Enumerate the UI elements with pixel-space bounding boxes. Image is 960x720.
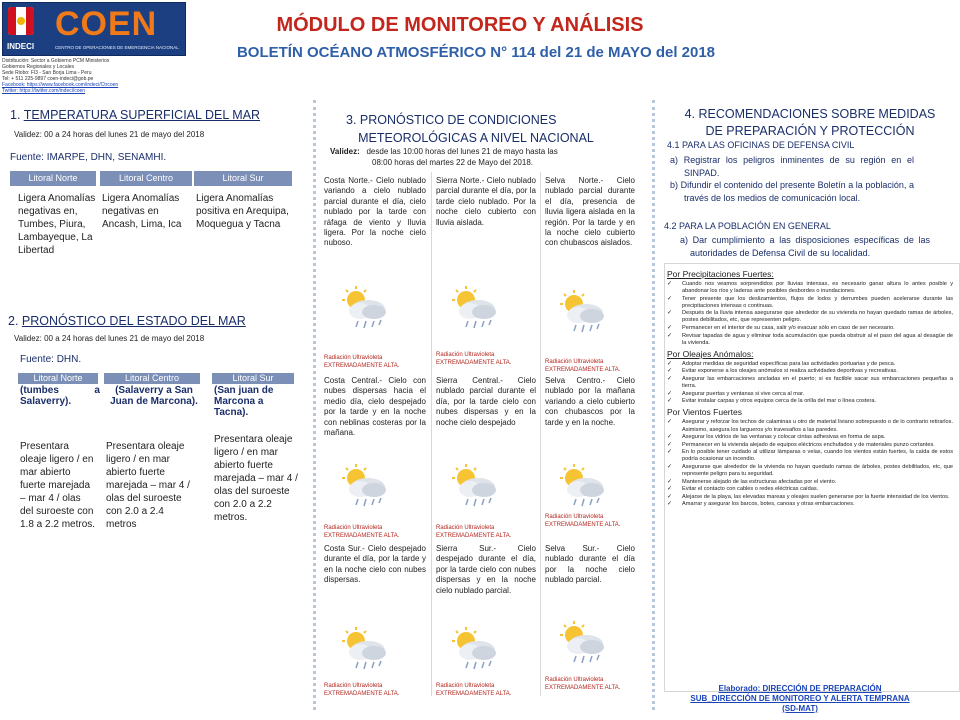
recommendation-text: Tener presente que los deslizamientos, flujos de lodos y derrumbes pueden acelerarse durante las precipitaciones intensas o continuas. (682, 295, 953, 309)
recommendation-item (667, 419, 953, 433)
recommendation-item (667, 486, 953, 493)
sea-zone-header-norte: Litoral Norte (18, 373, 98, 384)
grid-divider (431, 172, 432, 696)
uv-sierra-central: Radiación Ultravioleta EXTREMADAMENTE ALTA. (436, 352, 512, 366)
sea-state-sur: Presentara oleaje ligero / en mar abierto fuerte marejada – mar 4 / olas del suroeste con 2.0 a 2.2 metros. (214, 434, 298, 523)
forecast-selva-norte: Selva Norte.- Cielo nublado parcial durante el día, presencia de lluvia ligera aislada en la región. Por la tarde y en la noche cielo cubierto con chubascos aislados. (545, 176, 635, 248)
section3-title: 3. PRONÓSTICO DE CONDICIONES METEOROLÓGICAS A NIVEL NACIONAL (346, 113, 594, 145)
sun-cloud-rain-icon (338, 285, 392, 336)
recommendation-group-title: Por Oleajes Anómalos: (667, 348, 754, 359)
recommendation-item (667, 501, 953, 508)
sea-zone-header-sur: Litoral Sur (212, 373, 294, 384)
sun-cloud-rain-icon (338, 463, 392, 514)
uv-costa-sur: Radiación Ultravioleta EXTREMADAMENTE ALTA. (324, 525, 400, 539)
checkmark-icon: ✓ (667, 486, 673, 493)
recommendation-item (667, 434, 953, 441)
prepared-by: Elaborado: DIRECCIÓN DE PREPARACIÓN SUB_DIRECCIÓN DE MONITOREO Y ALERTA TEMPRANA (SD-MAT) (690, 684, 910, 713)
checkmark-icon: ✓ (667, 376, 673, 383)
logo-subtitle: CENTRO DE OPERACIONES DE EMERGENCIA NACIONAL (55, 45, 179, 50)
recommendation-text: Permanecer en la vivienda alejado de equipos eléctricos enchufados y de materiales punzo cortantes. (682, 441, 935, 448)
recommendation-text: Asegurar las embarcaciones ancladas en el puerto; si es factible sacar sus embarcaciones pequeñas a tierra. (682, 376, 953, 390)
zone-header-sur: Litoral Sur (194, 171, 292, 186)
sea-place-norte: (tumbes a Salaverry). (20, 385, 100, 407)
checkmark-icon: ✓ (667, 325, 673, 332)
sst-norte: Ligera Anomalías negativas en, Tumbes, Piura, Lambayeque, La Libertad (18, 193, 96, 256)
recommendation-text: Asegurarse que alrededor de la vivienda no hayan quedado ramas de árboles, postes debilitados, etc, que represente peligro para tu seguridad. (682, 463, 953, 478)
column-divider (652, 100, 655, 710)
recommendation-text: Evitar el contacto con cables o redes eléctricas caídas. (682, 486, 819, 493)
checkmark-icon: ✓ (667, 368, 673, 375)
sst-centro: Ligera Anomalías negativas en Ancash, Lima, Ica (102, 193, 182, 230)
recommendation-text: Amarrar y asegurar los barcos, botes, canoas y otras embarcaciones. (682, 501, 855, 508)
forecast-costa-norte: Costa Norte.- Cielo nublado variando a cielo nublado parcial durante el día, cielo nublado por la tarde con ráfaga de viento y lluvia ligera. Por la noche cielo nuboso. (324, 176, 426, 248)
sst-sur: Ligera Anomalías positiva en Arequipa, Moquegua y Tacna (196, 193, 289, 230)
recommendation-item (667, 398, 953, 405)
checkmark-icon: ✓ (667, 441, 673, 448)
recommendation-text: Después de la lluvia intensa asegurarse que alrededor de su vivienda no hayan quedado ramas de árboles, postes debilitados, etc, que representen peligro. (682, 310, 953, 324)
recommendation-item (667, 296, 953, 310)
recommendation-item (667, 449, 953, 463)
sun-cloud-rain-icon (448, 463, 502, 514)
contact-line: Gobiernos Regionales y Locales (2, 64, 74, 70)
recommendation-text: Mantenerse alejado de las estructuras afectadas por el viento. (682, 478, 837, 485)
sun-cloud-rain-icon (556, 620, 610, 671)
section2-validity: Validez: 00 a 24 horas del lunes 21 de mayo del 2018 (14, 334, 205, 343)
checkmark-icon: ✓ (667, 398, 673, 405)
recommendation-text: Revisar tapadas de agua y eliminar toda acumulación que pueda obstruir al el paso del agua al desagüe de la vivienda. (682, 332, 953, 346)
recommendation-item (667, 376, 953, 390)
recommendation-group-title: Por Precipitaciones Fuertes: (667, 269, 774, 279)
section4-title: 4. RECOMENDACIONES SOBRE MEDIDAS DE PREPARACIÓN Y PROTECCIÓN (684, 107, 936, 138)
recommendations-box (664, 263, 960, 692)
recommendation-item (667, 391, 953, 398)
section2-title: 2. PRONÓSTICO DEL ESTADO DEL MAR (8, 314, 246, 328)
zone-header-norte: Litoral Norte (10, 171, 96, 186)
uv-sierra-sur: Radiación Ultravioleta EXTREMADAMENTE ALTA. (436, 525, 512, 539)
sea-state-norte: Presentara oleaje ligero / en mar abierto fuerte marejada – mar 4 / olas del suroeste con 1.8 a 2.2 metros. (20, 441, 96, 530)
recommendation-item (667, 310, 953, 324)
forecast-costa-central: Costa Central.- Cielo con nubes dispersas hacia el medio día, cielo despejado por la tarde y en la noche con neblinas costeras por la mañana. (324, 376, 426, 438)
recommendation-item (667, 325, 953, 332)
recommendation-item (667, 281, 953, 295)
bulletin-title: BOLETÍN OCÉANO ATMOSFÉRICO N° 114 del 21 de MAYO del 2018 (236, 44, 716, 61)
sun-cloud-rain-icon (338, 626, 392, 677)
page-title: MÓDULO DE MONITOREO Y ANÁLISIS (276, 14, 644, 36)
zone-header-centro: Litoral Centro (100, 171, 192, 186)
list-item: a) Registrar los peligros inminentes de su región en el SINPAD. (670, 155, 914, 178)
recommendation-item (667, 479, 953, 486)
grid-divider (540, 172, 541, 696)
column-divider (313, 100, 316, 710)
uv-bottom-sierra: Radiación Ultravioleta EXTREMADAMENTE ALTA. (436, 683, 512, 697)
recommendation-item (667, 464, 953, 478)
sun-cloud-rain-icon (448, 626, 502, 677)
checkmark-icon: ✓ (667, 332, 673, 339)
sea-place-sur: (San juan de Marcona a Tacna). (214, 385, 274, 418)
sea-zone-header-centro: Litoral Centro (104, 373, 200, 384)
sea-place-centro: (Salaverry a San Juan de Marcona). (110, 385, 198, 407)
recommendation-text: En lo posible tener cuidado al utilizar lámparas o velas, cuando los vientos están fuertes, la caída de estos podría ocasionar un incendio. (682, 449, 953, 463)
contact-line: Distribución: Sector a Gobierno PCM Ministerios (2, 58, 110, 64)
section1-title: 1. TEMPERATURA SUPERFICIAL DEL MAR (10, 108, 261, 122)
peru-seal-icon (8, 7, 34, 35)
section4-sub1: 4.1 PARA LAS OFICINAS DE DEFENSA CIVIL (667, 140, 855, 150)
recommendation-item (667, 494, 953, 501)
facebook-link[interactable]: Facebook: https://www.facebook.com/indeci/Ctrcoen (2, 82, 119, 88)
uv-bottom-selva: Radiación Ultravioleta EXTREMADAMENTE ALTA. (545, 677, 621, 691)
recommendation-text: Asegurar y reforzar los techos de calaminas u otro de material liviano sobrepuesto o de lo contrario retirarlos. Asimismo, asegura los largueros y/o travesaños a las paredes. (682, 419, 953, 433)
recommendation-text: Evitar instalar carpas y otros equipos cerca de la orilla del mar o línea costera. (682, 398, 877, 405)
section4-sub2-item: a) Dar cumplimiento a las disposiciones específicas de las autoridades de Defensa Civil de su localidad. (680, 235, 930, 258)
forecast-costa-sur: Costa Sur.- Cielo despejado durante el día, por la tarde y en la noche cielo con nubes dispersas. (324, 544, 426, 585)
section1-validity: Validez: 00 a 24 horas del lunes 21 de mayo del 2018 (14, 130, 205, 139)
forecast-sierra-sur: Sierra Sur.- Cielo despejado durante el día, por la tarde cielo con nubes dispersas y en la noche cielo nublado parcial. (436, 544, 536, 595)
checkmark-icon: ✓ (667, 281, 673, 287)
forecast-sierra-central: Sierra Central.- Cielo nublado parcial durante el día, por la tarde cielo con nubes dispersas y en la noche cielo despejado (436, 376, 536, 427)
checkmark-icon: ✓ (667, 310, 673, 317)
recommendation-item (667, 361, 953, 368)
forecast-sierra-norte: Sierra Norte.- Cielo nublado parcial durante el día, por la tarde cielo nublado. Por la noche cielo cubierto con lluvia aislada. (436, 176, 536, 227)
forecast-selva-central: Selva Centro.- Cielo nublado por la mañana variando a cielo cubierto con chubascos por la tarde y en la noche. (545, 376, 635, 427)
sea-state-centro: Presentara oleaje ligero / en mar abierto fuerte marejada – mar 4 / olas del suroeste con 2.0 a 2.4 metros (106, 441, 190, 530)
forecast-selva-sur: Selva Sur.- Cielo nublado durante el día por la noche cielo nublado parcial. (545, 544, 635, 585)
recommendation-item (667, 368, 953, 375)
recommendation-text: Permanecer en el interior de su casa, salir y/o evacuar sólo en caso de ser necesario. (682, 325, 895, 332)
logo-agency: INDECI (7, 42, 35, 51)
recommendation-text: Alejarse de la playa, las elevadas mareas y oleajes suelen generarse por la fuerte intensidad de los vientos. (682, 493, 950, 500)
section4-sub2: 4.2 PARA LA POBLACIÓN EN GENERAL (664, 221, 831, 231)
section3-validity: Validez: desde las 10:00 horas del lunes 21 de mayo hasta las 08:00 horas del martes 22 de Mayo del 2018. (330, 147, 558, 167)
contact-line: Sede Riobo: Fl3 - San Borja Lima - Peru (2, 70, 92, 76)
recommendation-item (667, 333, 953, 347)
recommendation-text: Asegurar puertas y ventanas si vive cerca al mar. (682, 390, 805, 397)
checkmark-icon: ✓ (667, 419, 673, 426)
logo-text: COEN (55, 5, 158, 43)
recommendation-group-title: Por Vientos Fuertes (667, 407, 742, 418)
coen-logo (2, 2, 186, 56)
section2-source: Fuente: DHN. (20, 354, 82, 365)
recommendation-text: Adoptar medidas de seguridad específicas para las actividades portuarias y de pesca. (682, 360, 896, 367)
checkmark-icon: ✓ (667, 434, 673, 441)
uv-selva-sur: Radiación Ultravioleta EXTREMADAMENTE ALTA. (545, 514, 621, 528)
uv-selva-central: Radiación Ultravioleta EXTREMADAMENTE ALTA. (545, 359, 621, 373)
contact-line: Tel: + 511 225-9897 coen-indeci@gob.pe (2, 76, 94, 82)
checkmark-icon: ✓ (667, 493, 673, 500)
recommendation-text: Cuando nos veamos sorprendidos por lluvias intensas, es necesario ganar altura lo antes posible y abandonar los ríos y laderas ante posibles desbordes o inundaciones. (682, 281, 953, 295)
twitter-link[interactable]: Twitter: https://twitter.com/indeci/coen (2, 88, 86, 94)
recommendation-item (667, 442, 953, 449)
checkmark-icon: ✓ (667, 501, 673, 508)
uv-bottom-costa: Radiación Ultravioleta EXTREMADAMENTE ALTA. (324, 683, 400, 697)
section1-source: Fuente: IMARPE, DHN, SENAMHI. (10, 152, 167, 163)
list-item: b) Difundir el contenido del presente Boletín a la población, a través de los medios de comunicación local. (670, 180, 914, 203)
section4-sub1-items (668, 154, 914, 204)
recommendation-text: Asegurar los vidrios de las ventanas y colocar cintas adhesivas en forma de aspa. (682, 434, 886, 441)
checkmark-icon: ✓ (667, 360, 673, 367)
checkmark-icon: ✓ (667, 390, 673, 397)
checkmark-icon: ✓ (667, 449, 673, 456)
checkmark-icon: ✓ (667, 463, 673, 470)
uv-costa-central: Radiación Ultravioleta EXTREMADAMENTE ALTA. (324, 355, 400, 369)
sun-cloud-rain-icon (556, 289, 610, 340)
recommendation-text: Evitar exponerse a los oleajes anómalos si realiza actividades deportivas y recreativas. (682, 368, 898, 375)
sun-cloud-rain-icon (448, 285, 502, 336)
checkmark-icon: ✓ (667, 478, 673, 485)
checkmark-icon: ✓ (667, 295, 673, 302)
sun-cloud-rain-icon (556, 463, 610, 514)
